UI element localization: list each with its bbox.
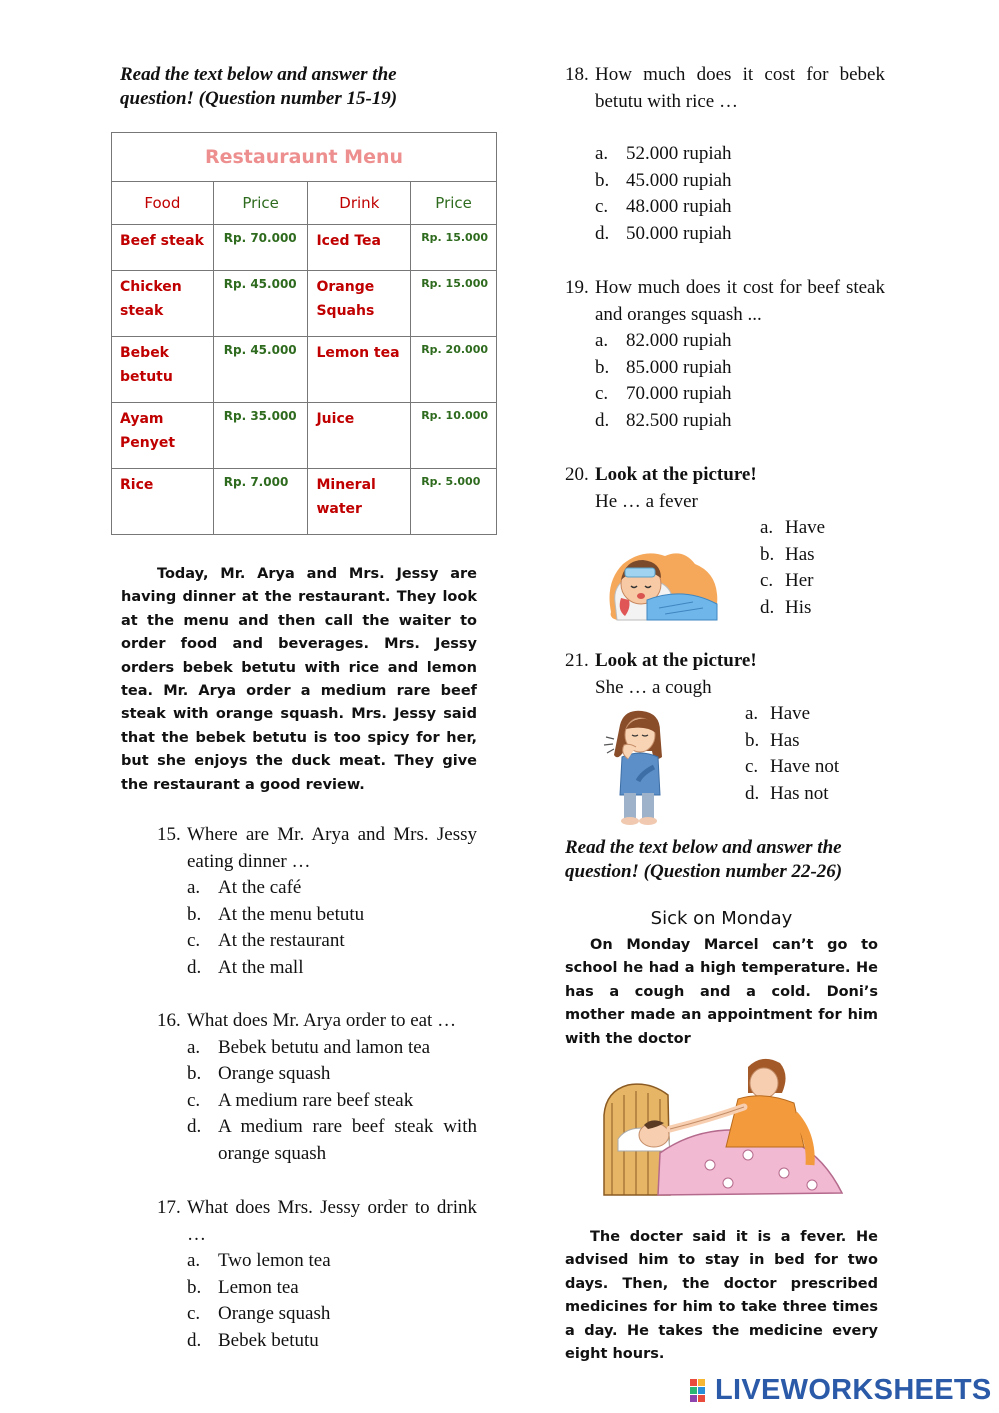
question-19 (565, 275, 885, 435)
option-letter: c. (595, 196, 609, 218)
option-letter: a. (187, 877, 201, 899)
question-heading: Look at the picture! (595, 650, 757, 671)
question-text: What does Mr. Arya order to eat … (187, 1010, 457, 1031)
option-letter: c. (187, 1089, 201, 1111)
question-text: What does Mrs. Jessy order to drink … (187, 1197, 477, 1245)
answer-option[interactable] (187, 1088, 477, 1115)
option-letter: b. (187, 903, 202, 925)
option-letter: b. (595, 356, 610, 378)
option-letter: b. (745, 729, 760, 751)
food-item: Rice (112, 469, 214, 535)
drink-price: Rp. 20.000 (411, 337, 497, 403)
food-price: Rp. 7.000 (213, 469, 308, 535)
menu-title: Restauraunt Menu (112, 133, 497, 182)
option-text: 82.000 rupiah (626, 330, 732, 352)
answer-option[interactable] (595, 355, 885, 382)
answer-option[interactable] (187, 875, 477, 902)
sick-boy-fever-illustration (603, 542, 721, 622)
question-number: 20. (565, 464, 589, 485)
drink-price: Rp. 5.000 (411, 469, 497, 535)
header-food: Food (112, 182, 214, 225)
answer-option[interactable] (595, 194, 885, 221)
option-text: At the menu betutu (218, 903, 365, 925)
option-text: Orange squash (218, 1303, 331, 1325)
answer-option[interactable] (187, 1114, 477, 1167)
option-letter: d. (595, 222, 610, 244)
question-number: 15. (157, 824, 181, 845)
option-text: 48.000 rupiah (626, 196, 732, 218)
option-letter: d. (187, 956, 202, 978)
answer-option[interactable] (187, 1035, 477, 1062)
option-letter: c. (187, 1303, 201, 1325)
header-food-price: Price (213, 182, 308, 225)
option-text: Bebek betutu and lamon tea (218, 1036, 431, 1058)
table-row (112, 271, 497, 337)
option-letter: c. (760, 570, 774, 592)
answer-option[interactable] (745, 728, 839, 755)
option-letter: b. (595, 169, 610, 191)
restaurant-story-text: Today, Mr. Arya and Mrs. Jessy are having dinner at the restaurant. They look at the menu and then call the waiter to order food and beverages. Mrs. Jessy orders bebek betutu with rice and lemon tea. Mr. Arya order a medium rare beef steak with orange squash. Mrs. Jessy said that the bebek betutu is too spicy for her, but she enjoys the duck meat. They give the restaurant a good review. (121, 566, 477, 793)
sick-story-paragraph-1 (565, 934, 878, 1051)
question-17 (157, 1195, 477, 1355)
mother-and-sick-child-illustration (598, 1055, 846, 1200)
drink-price: Rp. 15.000 (411, 225, 497, 271)
answer-option[interactable] (595, 221, 885, 248)
option-letter: a. (760, 517, 774, 538)
answer-option[interactable] (187, 1301, 477, 1328)
option-letter: a. (595, 143, 609, 165)
option-letter: a. (745, 703, 759, 724)
restaurant-menu-table (111, 132, 497, 535)
answer-option[interactable] (760, 542, 825, 569)
option-letter: c. (745, 756, 759, 778)
restaurant-story (121, 563, 477, 797)
option-letter: d. (760, 596, 775, 618)
question-text: Where are Mr. Arya and Mrs. Jessy eating dinner … (187, 824, 477, 872)
option-text: At the restaurant (218, 930, 345, 952)
answer-option[interactable] (760, 515, 825, 542)
option-letter: d. (595, 409, 610, 431)
option-letter: c. (187, 930, 201, 952)
answer-option[interactable] (595, 168, 885, 195)
story-text: The docter said it is a fever. He advised him to stay in bed for two days. Then, the doctor prescribed medicines for him to take three times a day. He takes the medicine every eight hours. (565, 1229, 878, 1363)
option-text: 85.000 rupiah (626, 356, 732, 378)
answer-option[interactable] (187, 1328, 477, 1355)
instruction-15-19: Read the text below and answer the question! (Question number 15-19) (120, 64, 398, 109)
answer-option[interactable] (187, 955, 477, 982)
answer-option[interactable] (595, 381, 885, 408)
option-letter: a. (187, 1036, 201, 1058)
liveworksheets-logo (690, 1374, 992, 1406)
answer-option[interactable] (745, 701, 839, 728)
option-text: Have not (770, 756, 840, 778)
option-text: Has (785, 543, 815, 565)
option-text: 82.500 rupiah (626, 409, 732, 431)
question-text: How much does it cost for bebek betutu with rice … (595, 64, 885, 112)
drink-item: Juice (308, 403, 411, 469)
table-row (112, 225, 497, 271)
option-text: His (785, 596, 812, 618)
question-text: She … a cough (595, 676, 712, 698)
option-letter: d. (745, 782, 760, 804)
answer-option[interactable] (187, 1061, 477, 1088)
answer-option[interactable] (760, 595, 825, 622)
option-letter: d. (187, 1329, 202, 1351)
answer-option[interactable] (595, 328, 885, 355)
answer-option[interactable] (187, 928, 477, 955)
option-letter: c. (595, 383, 609, 405)
option-text: Orange squash (218, 1063, 331, 1085)
answer-option[interactable] (595, 408, 885, 435)
option-letter: b. (760, 543, 775, 565)
header-drink: Drink (308, 182, 411, 225)
option-text: A medium rare beef steak (218, 1089, 414, 1111)
drink-item: Orange Squahs (308, 271, 411, 337)
question-21 (565, 648, 885, 701)
question-15 (157, 822, 477, 982)
question-number: 21. (565, 650, 589, 671)
option-letter: b. (187, 1063, 202, 1085)
option-text: 50.000 rupiah (626, 222, 732, 244)
coughing-girl-illustration (598, 707, 680, 829)
question-number: 19. (565, 277, 589, 298)
question-heading: Look at the picture! (595, 464, 757, 485)
table-row (112, 403, 497, 469)
food-price: Rp. 35.000 (213, 403, 308, 469)
food-price: Rp. 45.000 (213, 271, 308, 337)
story-title: Sick on Monday (650, 908, 793, 929)
option-letter: a. (187, 1250, 201, 1272)
option-letter: a. (595, 330, 609, 352)
food-item: Beef steak (112, 225, 214, 271)
header-drink-price: Price (411, 182, 497, 225)
drink-item: Lemon tea (308, 337, 411, 403)
food-price: Rp. 70.000 (213, 225, 308, 271)
option-text: Two lemon tea (218, 1250, 331, 1272)
food-item: Ayam Penyet (112, 403, 214, 469)
table-row (112, 337, 497, 403)
drink-price: Rp. 10.000 (411, 403, 497, 469)
food-price: Rp. 45.000 (213, 337, 308, 403)
question-20 (565, 462, 885, 515)
option-text: Her (785, 570, 814, 592)
answer-option[interactable] (187, 1275, 477, 1302)
story-text: On Monday Marcel can’t go to school he had a high temperature. He has a cough and a cold. Doni’s mother made an appointment for him with the doctor (565, 937, 878, 1047)
option-text: 45.000 rupiah (626, 169, 732, 191)
option-letter: b. (187, 1276, 202, 1298)
drink-price: Rp. 15.000 (411, 271, 497, 337)
food-item: Bebek betutu (112, 337, 214, 403)
drink-item: Iced Tea (308, 225, 411, 271)
question-16 (157, 1008, 477, 1168)
option-text: Has not (770, 782, 829, 804)
question-text: How much does it cost for beef steak and oranges squash ... (595, 277, 885, 325)
option-text: 52.000 rupiah (626, 143, 732, 165)
option-text: At the mall (218, 956, 304, 978)
option-text: A medium rare beef steak with orange squash (218, 1116, 477, 1164)
table-row (112, 469, 497, 535)
logo-text: LIVEWORKSHEETS (715, 1373, 992, 1406)
answer-option[interactable] (595, 141, 885, 168)
answer-option[interactable] (745, 754, 839, 781)
question-21-options (745, 701, 839, 807)
option-text: Have (785, 517, 826, 538)
food-item: Chicken steak (112, 271, 214, 337)
instruction-22-26: Read the text below and answer the question! (Question number 22-26) (565, 837, 843, 882)
option-text: Have (770, 703, 811, 724)
option-letter: d. (187, 1116, 202, 1138)
sick-story-paragraph-2 (565, 1226, 878, 1366)
question-18 (565, 62, 885, 248)
liveworksheets-logo-icon (690, 1377, 712, 1403)
answer-option[interactable] (760, 568, 825, 595)
option-text: Has (770, 729, 800, 751)
question-number: 16. (157, 1010, 181, 1031)
question-20-options (760, 515, 825, 621)
question-number: 18. (565, 64, 589, 85)
drink-item: Mineral water (308, 469, 411, 535)
answer-option[interactable] (187, 1248, 477, 1275)
answer-option[interactable] (745, 781, 839, 808)
option-text: At the café (218, 877, 302, 899)
question-number: 17. (157, 1197, 181, 1218)
option-text: 70.000 rupiah (626, 383, 732, 405)
answer-option[interactable] (187, 902, 477, 929)
option-text: Bebek betutu (218, 1329, 319, 1351)
option-text: Lemon tea (218, 1276, 299, 1298)
question-text: He … a fever (595, 490, 698, 512)
